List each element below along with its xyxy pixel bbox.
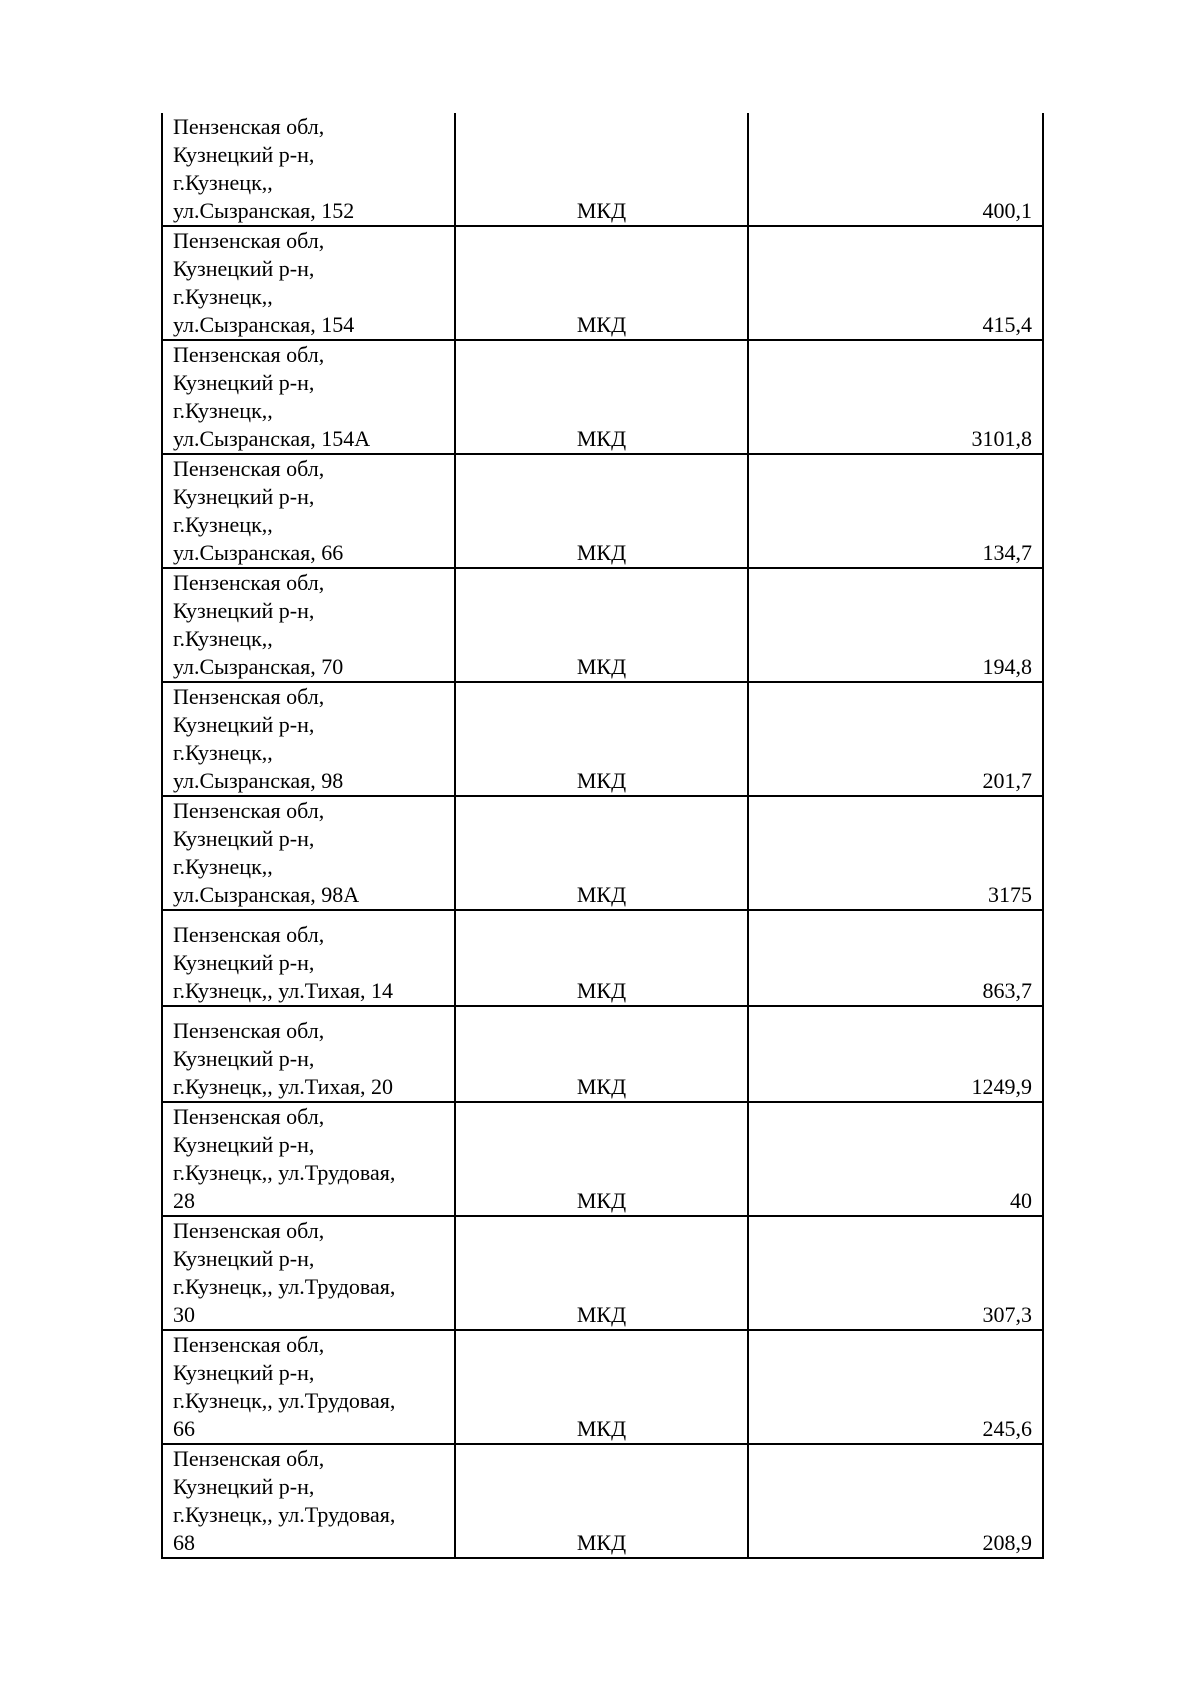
table-row — [162, 454, 1043, 568]
address-cell: Пензенская обл, Кузнецкий р-н, г.Кузнецк,, ул.Трудовая, 66 — [162, 1330, 455, 1444]
area-cell: 1249,9 — [748, 1006, 1043, 1102]
area-cell: 400,1 — [748, 113, 1043, 226]
table-body — [162, 113, 1043, 1558]
table-row — [162, 1102, 1043, 1216]
table-row — [162, 1216, 1043, 1330]
type-cell: МКД — [455, 454, 748, 568]
table-row — [162, 340, 1043, 454]
address-cell: Пензенская обл, Кузнецкий р-н, г.Кузнецк,, ул.Сызранская, 70 — [162, 568, 455, 682]
area-cell: 307,3 — [748, 1216, 1043, 1330]
area-cell: 194,8 — [748, 568, 1043, 682]
area-cell: 3101,8 — [748, 340, 1043, 454]
address-cell: Пензенская обл, Кузнецкий р-н, г.Кузнецк,, ул.Сызранская, 152 — [162, 113, 455, 226]
type-cell: МКД — [455, 1006, 748, 1102]
type-cell: МКД — [455, 226, 748, 340]
type-cell: МКД — [455, 796, 748, 910]
table-row — [162, 1444, 1043, 1558]
area-cell: 201,7 — [748, 682, 1043, 796]
address-cell: Пензенская обл, Кузнецкий р-н, г.Кузнецк,, ул.Сызранская, 98А — [162, 796, 455, 910]
address-cell: Пензенская обл, Кузнецкий р-н, г.Кузнецк,, ул.Трудовая, 30 — [162, 1216, 455, 1330]
type-cell: МКД — [455, 113, 748, 226]
address-cell: Пензенская обл, Кузнецкий р-н, г.Кузнецк,, ул.Сызранская, 66 — [162, 454, 455, 568]
type-cell: МКД — [455, 340, 748, 454]
table-row — [162, 682, 1043, 796]
table-row — [162, 1006, 1043, 1102]
address-cell: Пензенская обл, Кузнецкий р-н, г.Кузнецк,, ул.Сызранская, 98 — [162, 682, 455, 796]
type-cell: МКД — [455, 1216, 748, 1330]
type-cell: МКД — [455, 1444, 748, 1558]
area-cell: 40 — [748, 1102, 1043, 1216]
address-cell: Пензенская обл, Кузнецкий р-н, г.Кузнецк,, ул.Сызранская, 154А — [162, 340, 455, 454]
area-cell: 134,7 — [748, 454, 1043, 568]
table-row — [162, 113, 1043, 226]
type-cell: МКД — [455, 1102, 748, 1216]
address-cell: Пензенская обл, Кузнецкий р-н, г.Кузнецк,, ул.Трудовая, 68 — [162, 1444, 455, 1558]
type-cell: МКД — [455, 682, 748, 796]
table-row — [162, 226, 1043, 340]
area-cell: 208,9 — [748, 1444, 1043, 1558]
property-table — [161, 113, 1044, 1559]
type-cell: МКД — [455, 568, 748, 682]
address-cell: Пензенская обл, Кузнецкий р-н, г.Кузнецк,, ул.Тихая, 14 — [162, 910, 455, 1006]
type-cell: МКД — [455, 1330, 748, 1444]
table-row — [162, 796, 1043, 910]
area-cell: 3175 — [748, 796, 1043, 910]
type-cell: МКД — [455, 910, 748, 1006]
address-cell: Пензенская обл, Кузнецкий р-н, г.Кузнецк,, ул.Трудовая, 28 — [162, 1102, 455, 1216]
area-cell: 863,7 — [748, 910, 1043, 1006]
table-row — [162, 1330, 1043, 1444]
area-cell: 245,6 — [748, 1330, 1043, 1444]
table-row — [162, 568, 1043, 682]
table-row — [162, 910, 1043, 1006]
address-cell: Пензенская обл, Кузнецкий р-н, г.Кузнецк,, ул.Сызранская, 154 — [162, 226, 455, 340]
address-cell: Пензенская обл, Кузнецкий р-н, г.Кузнецк,, ул.Тихая, 20 — [162, 1006, 455, 1102]
area-cell: 415,4 — [748, 226, 1043, 340]
